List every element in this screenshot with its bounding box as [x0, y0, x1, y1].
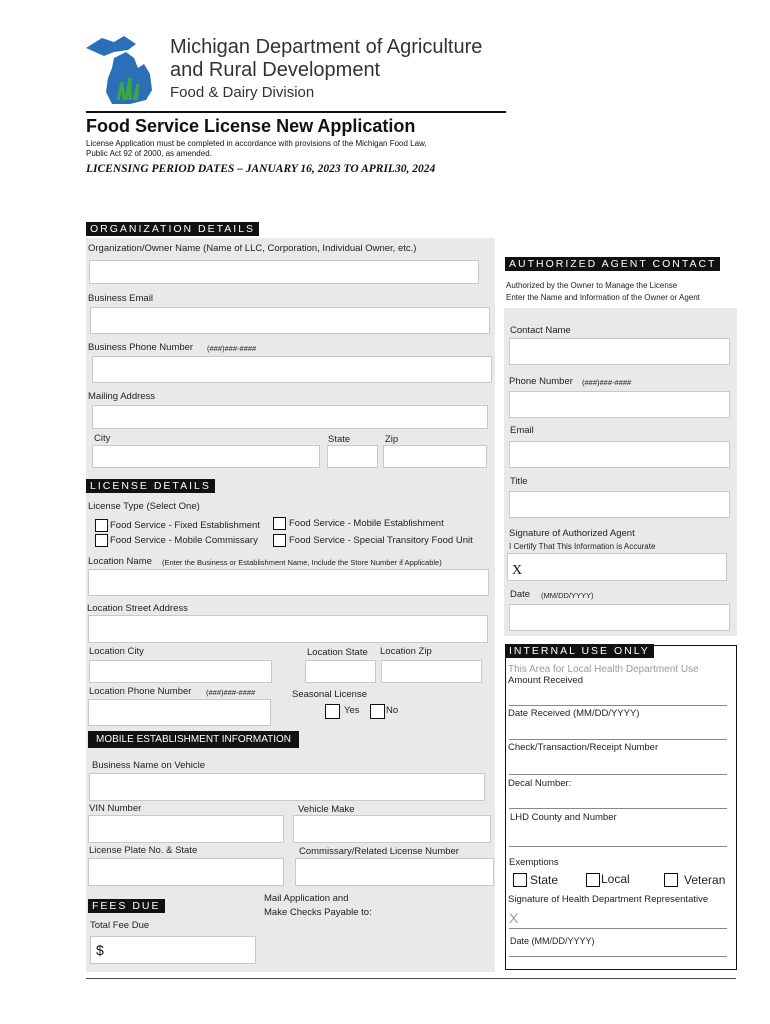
amount-received-line[interactable]	[509, 705, 727, 706]
agent-date-label: Date	[510, 589, 531, 600]
state-field[interactable]	[327, 445, 378, 468]
business-phone-field[interactable]	[92, 356, 492, 383]
check-number-label: Check/Transaction/Receipt Number	[508, 742, 659, 753]
exemption-veteran-label: Veteran	[684, 873, 726, 887]
exemption-veteran-checkbox[interactable]	[664, 873, 678, 887]
mail-application-line1: Mail Application and	[264, 893, 349, 904]
location-phone-field[interactable]	[88, 699, 271, 726]
contact-name-field[interactable]	[509, 338, 730, 365]
vehicle-name-field[interactable]	[89, 773, 485, 801]
contact-name-label: Contact Name	[510, 325, 571, 336]
exemption-local-checkbox[interactable]	[586, 873, 600, 887]
seasonal-no-label: No	[386, 705, 399, 716]
exemptions-label: Exemptions	[509, 857, 559, 868]
fees-heading: FEES DUE	[88, 899, 165, 913]
vin-label: VIN Number	[89, 803, 142, 814]
lhd-county-label: LHD County and Number	[510, 812, 617, 823]
transitory-food-unit-checkbox[interactable]	[273, 534, 286, 547]
agent-desc-line1: Authorized by the Owner to Manage the License	[506, 281, 678, 290]
law-note-line2: Public Act 92 of 2000, as amended.	[86, 149, 212, 158]
location-street-field[interactable]	[88, 615, 488, 643]
exemption-local-label: Local	[601, 872, 630, 886]
agent-phone-format: (###)###-####	[582, 378, 632, 387]
agent-signature-field[interactable]	[507, 553, 727, 581]
commissary-license-field[interactable]	[295, 858, 494, 886]
fixed-establishment-label: Food Service - Fixed Establishment	[110, 520, 260, 531]
header-rule	[86, 111, 506, 113]
location-phone-format: (###)###-####	[206, 688, 256, 697]
law-note-line1: License Application must be completed in accordance with provisions of the Michigan Food Law,	[86, 139, 427, 148]
location-zip-field[interactable]	[381, 660, 482, 683]
check-number-line[interactable]	[509, 774, 727, 775]
location-city-field[interactable]	[89, 660, 272, 683]
mailing-address-field[interactable]	[92, 405, 488, 429]
license-plate-field[interactable]	[88, 858, 284, 886]
fixed-establishment-checkbox[interactable]	[95, 519, 108, 532]
vehicle-make-label: Vehicle Make	[298, 804, 355, 815]
commissary-license-label: Commissary/Related License Number	[299, 846, 459, 857]
seasonal-yes-label: Yes	[344, 705, 360, 716]
seasonal-yes-checkbox[interactable]	[325, 704, 340, 719]
decal-number-label: Decal Number:	[508, 778, 572, 789]
mailing-address-label: Mailing Address	[88, 391, 156, 402]
agent-phone-field[interactable]	[509, 391, 730, 418]
exemption-state-label: State	[530, 873, 559, 887]
location-name-label: Location Name	[88, 556, 152, 567]
owner-name-field[interactable]	[89, 260, 479, 284]
license-plate-label: License Plate No. & State	[89, 845, 198, 856]
licensing-period: LICENSING PERIOD DATES – JANUARY 16, 2023 TO APRIL30, 2024	[86, 163, 436, 175]
agent-title-label: Title	[510, 476, 528, 487]
internal-area-note: This Area for Local Health Department Use	[508, 664, 699, 675]
location-state-field[interactable]	[305, 660, 376, 683]
license-heading: LICENSE DETAILS	[86, 479, 215, 493]
agent-email-label: Email	[510, 425, 534, 436]
mobile-establishment-label: Food Service - Mobile Establishment	[289, 518, 444, 529]
city-label: City	[94, 433, 111, 444]
page-title: Food Service License New Application	[86, 116, 416, 136]
dollar-sign: $	[96, 942, 104, 958]
health-rep-date-label: Date (MM/DD/YYYY)	[510, 936, 595, 946]
agent-heading: AUTHORIZED AGENT CONTACT	[505, 257, 720, 271]
business-email-label: Business Email	[88, 293, 153, 304]
agent-date-format: (MM/DD/YYYY)	[541, 591, 594, 600]
organization-heading: ORGANIZATION DETAILS	[86, 222, 259, 236]
zip-label: Zip	[385, 434, 399, 445]
health-rep-signature-label: Signature of Health Department Representative	[508, 894, 709, 905]
business-phone-label: Business Phone Number	[88, 342, 194, 353]
city-field[interactable]	[92, 445, 320, 468]
lhd-county-line[interactable]	[509, 846, 727, 847]
agent-phone-label: Phone Number	[509, 376, 573, 387]
vin-field[interactable]	[88, 815, 284, 843]
location-state-label: Location State	[307, 647, 368, 658]
owner-name-label: Organization/Owner Name (Name of LLC, Corporation, Individual Owner, etc.)	[88, 243, 417, 254]
vehicle-make-field[interactable]	[293, 815, 491, 843]
location-zip-label: Location Zip	[380, 646, 432, 657]
location-city-label: Location City	[89, 646, 144, 657]
footer-rule	[86, 978, 736, 979]
vehicle-name-label: Business Name on Vehicle	[92, 760, 206, 771]
agent-date-field[interactable]	[509, 604, 730, 631]
agent-signature-label: Signature of Authorized Agent	[509, 528, 635, 539]
zip-field[interactable]	[383, 445, 487, 468]
date-received-line[interactable]	[509, 739, 727, 740]
amount-received-label: Amount Received	[508, 675, 583, 686]
mobile-establishment-checkbox[interactable]	[273, 517, 286, 530]
location-name-field[interactable]	[88, 569, 489, 596]
mobile-commissary-label: Food Service - Mobile Commissary	[110, 535, 258, 546]
state-label: State	[328, 434, 351, 445]
michigan-logo	[84, 34, 158, 106]
decal-number-line[interactable]	[509, 808, 727, 809]
mail-application-line2: Make Checks Payable to:	[264, 907, 372, 918]
seasonal-license-label: Seasonal License	[292, 689, 367, 700]
agent-title-field[interactable]	[509, 491, 730, 518]
business-phone-format: (###)###-####	[207, 344, 257, 353]
transitory-food-unit-label: Food Service - Special Transitory Food Unit	[289, 535, 473, 546]
mobile-heading: MOBILE ESTABLISHMENT INFORMATION	[88, 731, 299, 748]
agent-signature-x: X	[512, 563, 523, 578]
business-email-field[interactable]	[90, 307, 490, 334]
dept-name-line2: and Rural Development	[170, 59, 381, 81]
health-rep-signature-x: X	[509, 910, 519, 926]
location-phone-label: Location Phone Number	[89, 686, 192, 697]
agent-desc-line2: Enter the Name and Information of the Owner or Agent	[506, 293, 700, 302]
division-name: Food & Dairy Division	[170, 84, 315, 101]
location-name-hint: (Enter the Business or Establishment Name, Include the Store Number if Applicable)	[162, 558, 442, 567]
seasonal-no-checkbox[interactable]	[370, 704, 385, 719]
location-street-label: Location Street Address	[87, 603, 188, 614]
health-rep-signature-line[interactable]	[509, 928, 727, 929]
agent-certify-label: I Certify That This Information is Accurate	[509, 542, 656, 551]
internal-heading: INTERNAL USE ONLY	[505, 644, 654, 658]
date-received-label: Date Received (MM/DD/YYYY)	[508, 708, 640, 719]
agent-email-field[interactable]	[509, 441, 730, 468]
health-rep-date-line[interactable]	[509, 956, 727, 957]
total-fee-label: Total Fee Due	[90, 920, 150, 931]
exemption-state-checkbox[interactable]	[513, 873, 527, 887]
total-fee-field[interactable]	[90, 936, 256, 964]
dept-name-line1: Michigan Department of Agriculture	[170, 36, 483, 58]
license-type-label: License Type (Select One)	[88, 501, 200, 512]
mobile-commissary-checkbox[interactable]	[95, 534, 108, 547]
